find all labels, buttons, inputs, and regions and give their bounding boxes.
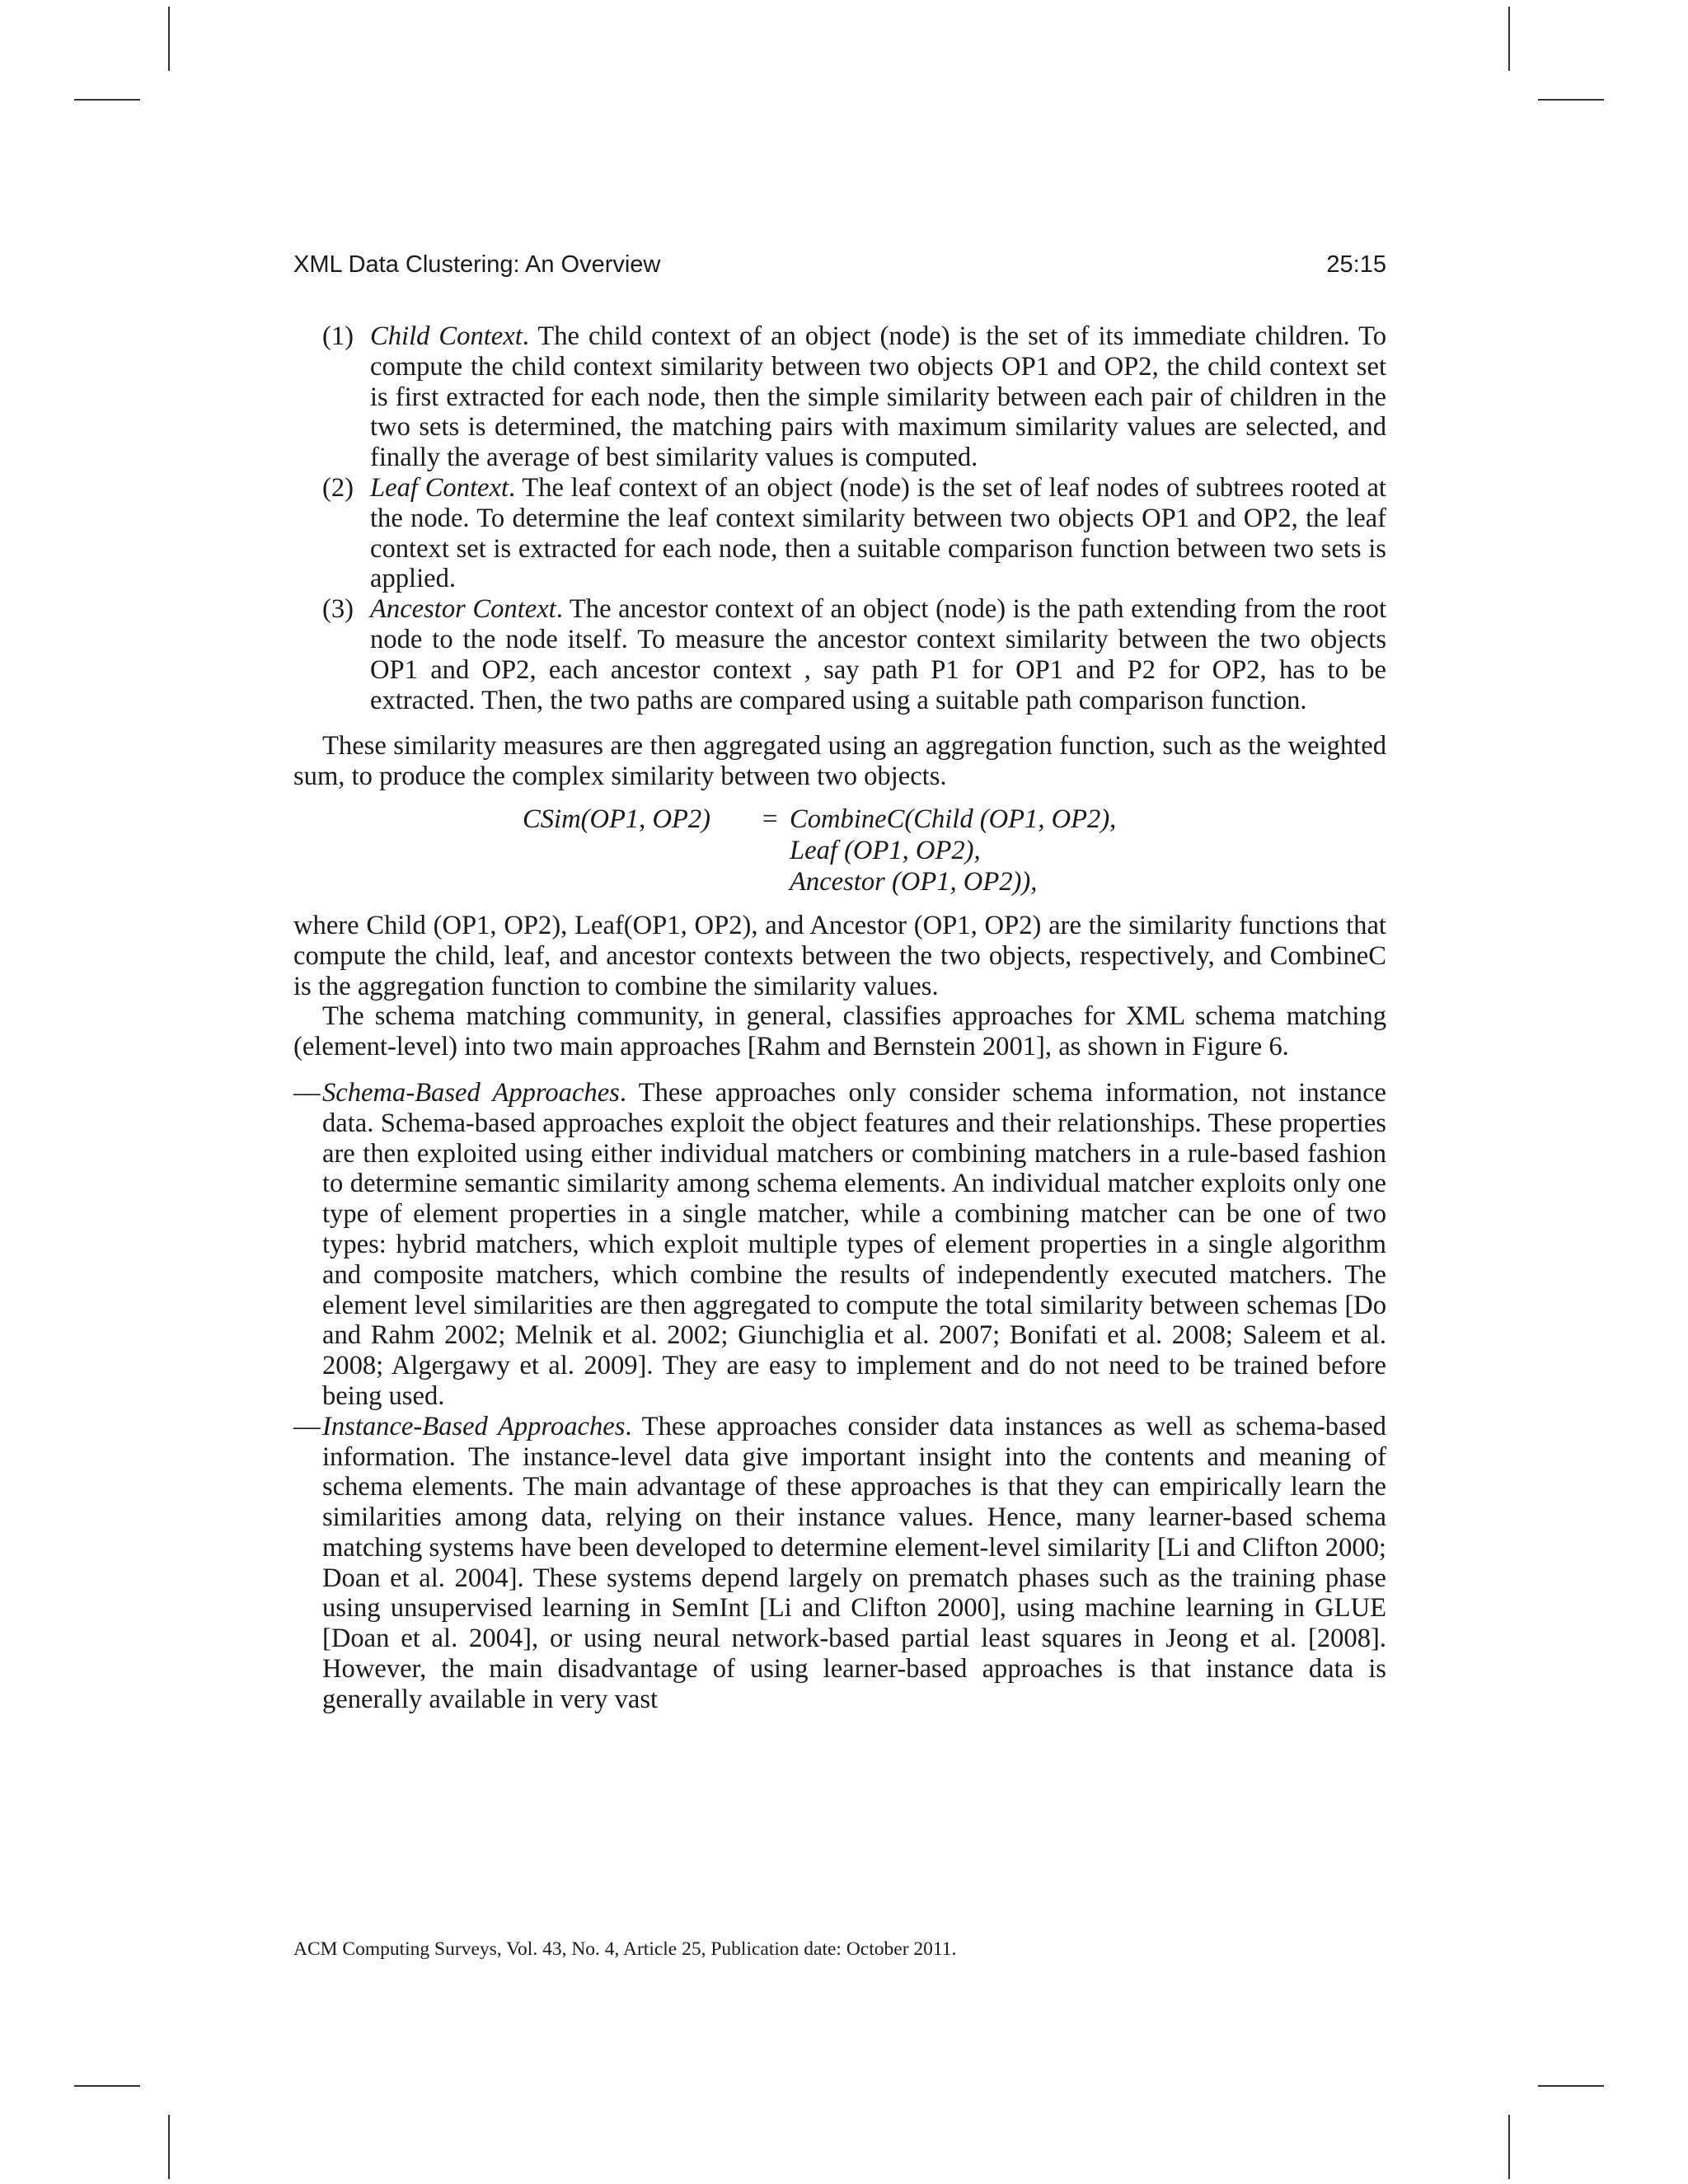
- item-text: . The leaf context of an object (node) is the set of leaf nodes of subtrees rooted at the node. To determine the leaf context similarity between two objects OP1 and OP2, the leaf context set is extracted for each node, then a suitable comparison function between two sets is applied.: [370, 472, 1386, 594]
- list-item: [293, 1078, 1386, 1412]
- equation-line: Leaf (OP1, OP2),: [790, 835, 981, 865]
- item-term: Instance-Based Approaches: [322, 1411, 626, 1441]
- approaches-list: [293, 1078, 1386, 1715]
- context-list: [293, 321, 1386, 715]
- equation-line: CombineC(Child (OP1, OP2),: [790, 804, 1117, 834]
- equals-sign: =: [762, 804, 778, 834]
- crop-mark: [1508, 2115, 1510, 2179]
- equation-lhs: CSim(OP1, OP2): [523, 804, 711, 834]
- crop-mark: [1508, 7, 1510, 71]
- crop-mark: [74, 99, 140, 101]
- item-number: (3): [322, 594, 354, 625]
- equation-line: Ancestor (OP1, OP2)),: [790, 866, 1038, 897]
- item-text: . These approaches consider data instances as well as schema-based information. The instance-level data give important insight into the contents and meaning of schema elements. The main advantage of these approaches is that they can empirically learn the similarities among data, relying on their instance values. Hence, many learner-based schema matching systems have been developed to determine element-level similarity [Li and Clifton 2000; Doan et al. 2004]. These systems depend largely on prematch phases such as the training phase using unsupervised learning in SemInt [Li and Clifton 2000], using machine learning in GLUE [Doan et al. 2004], or using neural network-based partial least squares in Jeong et al. [2008]. However, the main disadvantage of using learner-based approaches is that instance data is generally available in very vast: [322, 1411, 1386, 1714]
- crop-mark: [168, 7, 170, 71]
- item-number: (2): [322, 472, 354, 503]
- page-number: 25:15: [1326, 251, 1386, 278]
- item-term: Child Context: [370, 321, 523, 351]
- list-item: [293, 594, 1386, 715]
- crop-mark: [74, 2085, 140, 2087]
- item-term: Schema-Based Approaches: [322, 1077, 620, 1108]
- item-term: Ancestor Context: [370, 594, 556, 625]
- crop-mark: [168, 2115, 170, 2179]
- paragraph: These similarity measures are then aggregated using an aggregation function, such as the weighted sum, to produce the complex similarity between two objects.: [293, 731, 1386, 792]
- crop-mark: [1538, 2085, 1604, 2087]
- item-term: Leaf Context: [370, 472, 509, 503]
- running-title: XML Data Clustering: An Overview: [293, 251, 661, 278]
- paragraph: where Child (OP1, OP2), Leaf(OP1, OP2), and Ancestor (OP1, OP2) are the similarity functions that compute the child, leaf, and ancestor contexts between the two objects, respectively, and CombineC is the aggregation function to combine the similarity values.: [293, 910, 1386, 1001]
- paragraph: The schema matching community, in general, classifies approaches for XML schema matching (element-level) into two main approaches [Rahm and Bernstein 2001], as shown in Figure 6.: [293, 1001, 1386, 1062]
- footer-citation: ACM Computing Surveys, Vol. 43, No. 4, Article 25, Publication date: October 2011.: [293, 1938, 957, 1960]
- equation-rhs: [790, 804, 1116, 898]
- item-text: . These approaches only consider schema information, not instance data. Schema-based approaches exploit the object features and their relationships. These properties are then exploited using either individual matchers or combining matchers in a rule-based fashion to determine semantic similarity among schema elements. An individual matcher exploits only one type of element properties in a single matcher, while a combining matcher can be one of two types: hybrid matchers, which exploit multiple types of element properties in a single algorithm and composite matchers, which combine the results of independently executed matchers. The element level similarities are then aggregated to compute the total similarity between schemas [Do and Rahm 2002; Melnik et al. 2002; Giunchiglia et al. 2007; Bonifati et al. 2008; Saleem et al. 2008; Algergawy et al. 2009]. They are easy to implement and do not need to be trained before being used.: [322, 1077, 1387, 1411]
- list-item: [293, 473, 1386, 594]
- equation-csim: [293, 804, 1386, 899]
- crop-mark: [1538, 99, 1604, 101]
- item-text: . The ancestor context of an object (node) is the path extending from the root node to the node itself. To measure the ancestor context similarity between the two objects OP1 and OP2, each ancestor context , say path P1 for OP1 and P2 for OP2, has to be extracted. Then, the two paths are compared using a suitable path comparison function.: [370, 594, 1387, 715]
- item-text: . The child context of an object (node) is the set of its immediate children. To compute the child context similarity between two objects OP1 and OP2, the child context set is first extracted for each node, then the simple similarity between each pair of children in the two sets is determined, the matching pairs with maximum similarity values are selected, and finally the average of best similarity values is computed.: [370, 321, 1386, 473]
- item-number: (1): [322, 321, 354, 351]
- item-dash: —: [293, 1411, 321, 1441]
- item-dash: —: [293, 1077, 321, 1108]
- article-body: [293, 321, 1386, 1715]
- list-item: [293, 1412, 1386, 1715]
- list-item: [293, 321, 1386, 473]
